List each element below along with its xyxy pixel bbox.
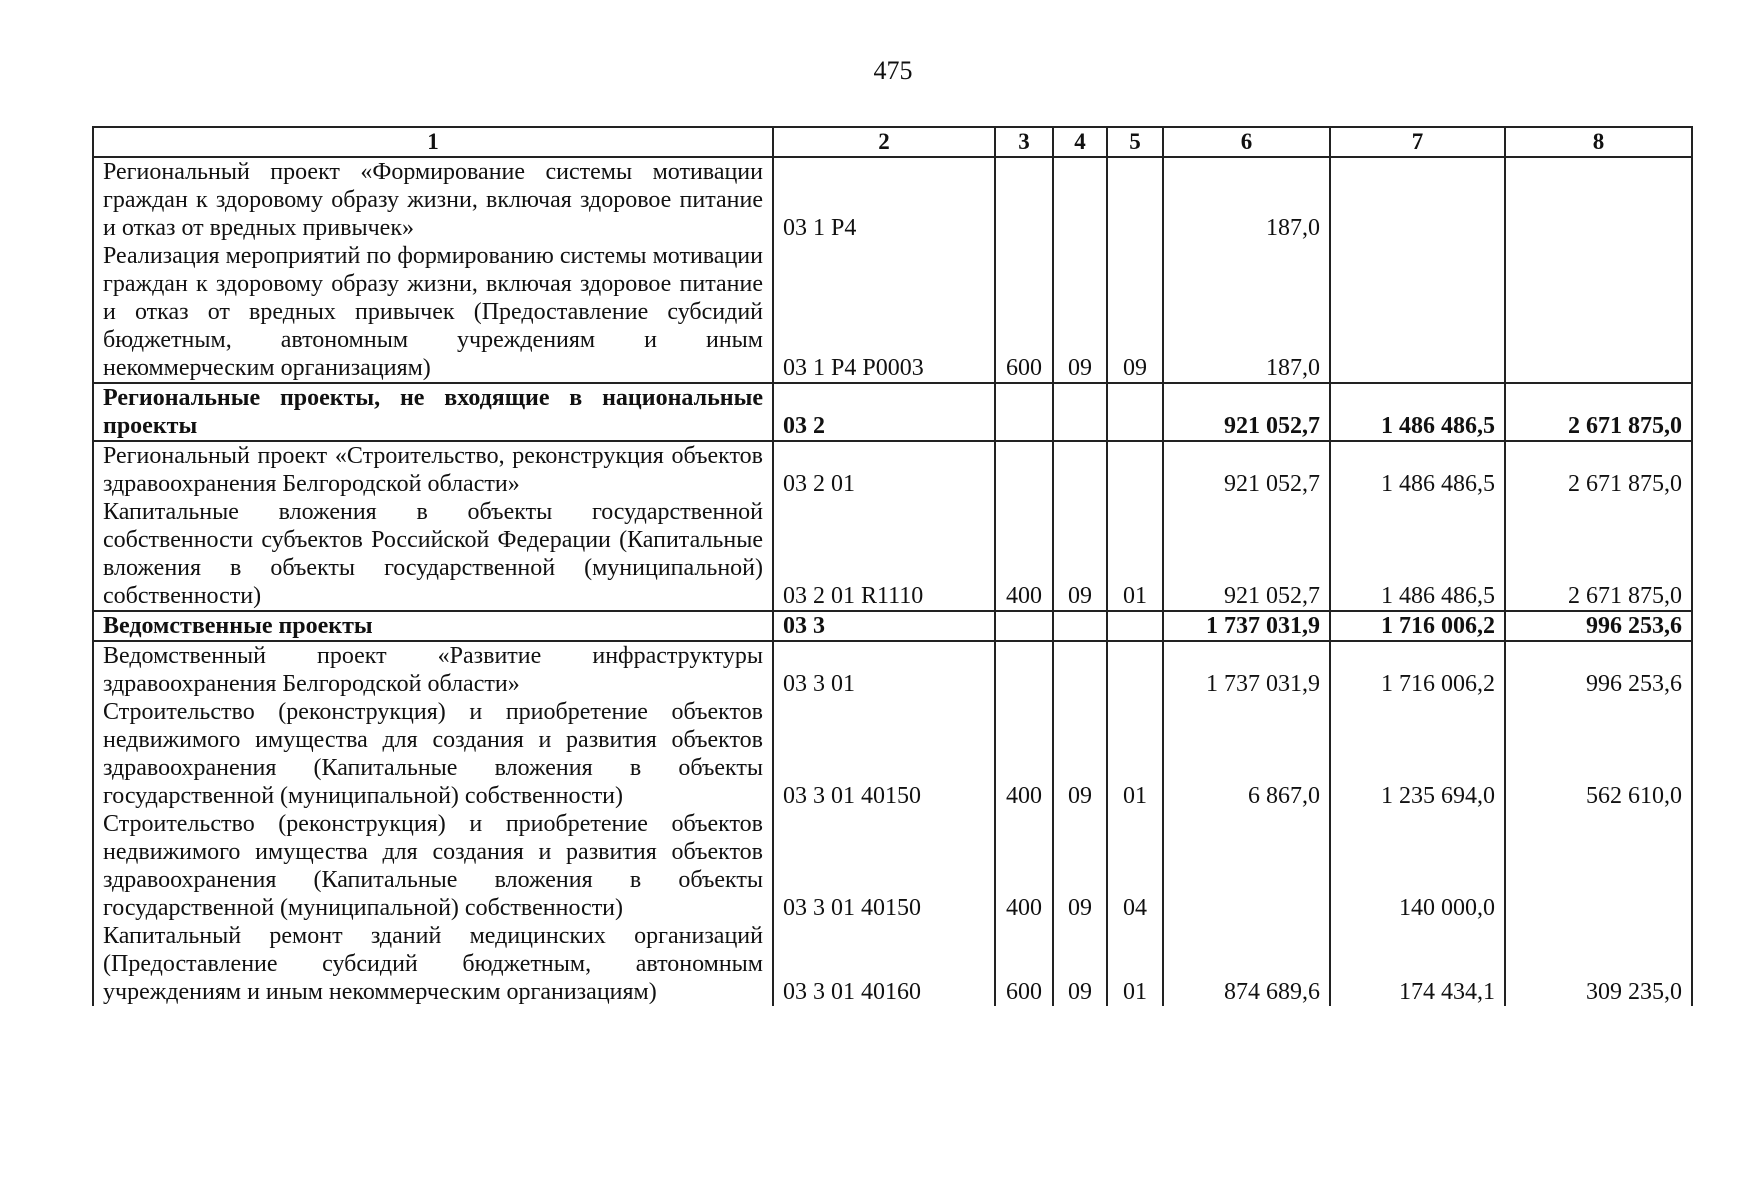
row-col-7: 1 486 486,5 (1330, 441, 1505, 498)
row-col-6: 921 052,7 (1163, 498, 1330, 611)
header-col-8: 8 (1505, 127, 1692, 157)
table-row (93, 810, 1692, 922)
header-col-7: 7 (1330, 127, 1505, 157)
row-col-5 (1107, 641, 1163, 698)
row-col-4 (1053, 383, 1107, 441)
row-code: 03 3 01 40150 (773, 810, 995, 922)
row-col-8: 309 235,0 (1505, 922, 1692, 1006)
row-code: 03 2 01 (773, 441, 995, 498)
row-col-6: 187,0 (1163, 242, 1330, 383)
row-col-7: 1 235 694,0 (1330, 698, 1505, 810)
row-name: Ведомственные проекты (93, 611, 773, 641)
row-col-5 (1107, 383, 1163, 441)
row-name: Региональные проекты, не входящие в национальные проекты (93, 383, 773, 441)
row-col-5: 01 (1107, 698, 1163, 810)
row-col-5: 01 (1107, 922, 1163, 1006)
row-col-7: 1 716 006,2 (1330, 641, 1505, 698)
row-col-8: 2 671 875,0 (1505, 498, 1692, 611)
row-col-7: 1 716 006,2 (1330, 611, 1505, 641)
row-col-7 (1330, 242, 1505, 383)
row-name: Региональный проект «Формирование системы мотивации граждан к здоровому образу жизни, включая здоровое питание и отказ от вредных привычек» (93, 157, 773, 242)
row-code: 03 3 01 40150 (773, 698, 995, 810)
header-col-4: 4 (1053, 127, 1107, 157)
row-col-3: 400 (995, 498, 1053, 611)
row-col-6: 1 737 031,9 (1163, 611, 1330, 641)
row-col-6: 187,0 (1163, 157, 1330, 242)
row-col-8: 996 253,6 (1505, 611, 1692, 641)
row-col-6: 6 867,0 (1163, 698, 1330, 810)
table-row-section (93, 611, 1692, 641)
row-col-5 (1107, 157, 1163, 242)
header-col-6: 6 (1163, 127, 1330, 157)
row-col-4: 09 (1053, 922, 1107, 1006)
budget-table (92, 126, 1693, 1006)
row-code: 03 3 01 40160 (773, 922, 995, 1006)
row-col-6: 921 052,7 (1163, 441, 1330, 498)
row-col-5: 09 (1107, 242, 1163, 383)
table-row (93, 698, 1692, 810)
row-col-6: 921 052,7 (1163, 383, 1330, 441)
row-code: 03 1 P4 (773, 157, 995, 242)
table-row-section (93, 383, 1692, 441)
row-col-4 (1053, 157, 1107, 242)
table-row (93, 441, 1692, 498)
row-col-8 (1505, 810, 1692, 922)
header-col-5: 5 (1107, 127, 1163, 157)
row-col-3: 600 (995, 242, 1053, 383)
table-row (93, 498, 1692, 611)
row-name: Реализация мероприятий по формированию системы мотивации граждан к здоровому образу жизни, включая здоровое питание и отказ от вредных привычек (Предоставление субсидий бюджетным, автономным учреждениям и иным некоммерческим организациям) (93, 242, 773, 383)
table-row (93, 242, 1692, 383)
row-col-7: 1 486 486,5 (1330, 383, 1505, 441)
row-col-4: 09 (1053, 498, 1107, 611)
row-col-8: 2 671 875,0 (1505, 383, 1692, 441)
table-row (93, 157, 1692, 242)
row-col-3: 400 (995, 810, 1053, 922)
header-row (93, 127, 1692, 157)
row-col-4: 09 (1053, 810, 1107, 922)
row-col-4 (1053, 441, 1107, 498)
row-col-6: 1 737 031,9 (1163, 641, 1330, 698)
row-col-4: 09 (1053, 698, 1107, 810)
row-code: 03 2 01 R1110 (773, 498, 995, 611)
row-col-7: 140 000,0 (1330, 810, 1505, 922)
row-col-3 (995, 611, 1053, 641)
row-name: Капитальный ремонт зданий медицинских организаций (Предоставление субсидий бюджетным, автономным учреждениям и иным некоммерческим организациям) (93, 922, 773, 1006)
row-col-5: 01 (1107, 498, 1163, 611)
header-col-1: 1 (93, 127, 773, 157)
row-code: 03 1 P4 P0003 (773, 242, 995, 383)
row-col-8: 562 610,0 (1505, 698, 1692, 810)
row-name: Ведомственный проект «Развитие инфраструктуры здравоохранения Белгородской области» (93, 641, 773, 698)
row-code: 03 3 (773, 611, 995, 641)
row-name: Региональный проект «Строительство, реконструкция объектов здравоохранения Белгородской области» (93, 441, 773, 498)
row-col-5 (1107, 611, 1163, 641)
row-col-7: 174 434,1 (1330, 922, 1505, 1006)
row-col-3: 600 (995, 922, 1053, 1006)
page-number: 475 (873, 56, 913, 85)
row-col-7 (1330, 157, 1505, 242)
row-col-7: 1 486 486,5 (1330, 498, 1505, 611)
row-col-8 (1505, 242, 1692, 383)
row-col-6: 874 689,6 (1163, 922, 1330, 1006)
row-col-6 (1163, 810, 1330, 922)
row-col-4: 09 (1053, 242, 1107, 383)
row-name: Строительство (реконструкция) и приобретение объектов недвижимого имущества для создания и развития объектов здравоохранения (Капитальные вложения в объекты государственной (муниципальной) собственности) (93, 698, 773, 810)
row-code: 03 3 01 (773, 641, 995, 698)
row-code: 03 2 (773, 383, 995, 441)
table-row (93, 922, 1692, 1006)
row-col-3: 400 (995, 698, 1053, 810)
header-col-3: 3 (995, 127, 1053, 157)
row-col-8: 996 253,6 (1505, 641, 1692, 698)
row-col-4 (1053, 611, 1107, 641)
row-col-5: 04 (1107, 810, 1163, 922)
table-row (93, 641, 1692, 698)
row-col-4 (1053, 641, 1107, 698)
row-col-5 (1107, 441, 1163, 498)
header-col-2: 2 (773, 127, 995, 157)
row-name: Капитальные вложения в объекты государственной собственности субъектов Российской Федерации (Капитальные вложения в объекты государственной (муниципальной) собственности) (93, 498, 773, 611)
row-col-3 (995, 441, 1053, 498)
row-col-3 (995, 157, 1053, 242)
row-col-8 (1505, 157, 1692, 242)
row-col-3 (995, 383, 1053, 441)
row-col-8: 2 671 875,0 (1505, 441, 1692, 498)
row-name: Строительство (реконструкция) и приобретение объектов недвижимого имущества для создания и развития объектов здравоохранения (Капитальные вложения в объекты государственной (муниципальной) собственности) (93, 810, 773, 922)
row-col-3 (995, 641, 1053, 698)
